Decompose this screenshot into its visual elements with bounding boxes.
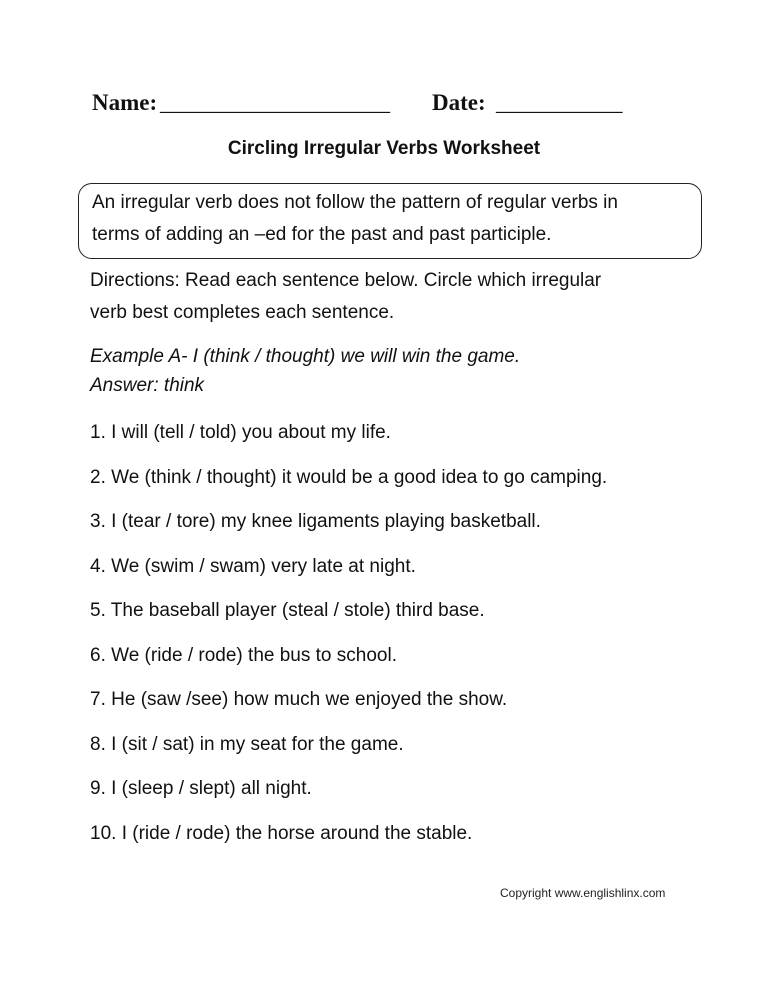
name-label: Name: [92, 90, 158, 115]
question-item: 8. I (sit / sat) in my seat for the game. [90, 733, 404, 755]
question-item: 1. I will (tell / told) you about my life. [90, 422, 391, 443]
question-item: 3. I (tear / tore) my knee ligaments playing basketball. [90, 511, 541, 532]
definition-line: An irregular verb does not follow the pattern of regular verbs in [92, 192, 618, 213]
question-item: 5. The baseball player (steal / stole) third base. [90, 600, 485, 621]
date-blank: ___________ [496, 90, 623, 115]
example-answer: Answer: think [90, 375, 205, 396]
date-label: Date: [432, 90, 486, 115]
page-title: Circling Irregular Verbs Worksheet [227, 138, 541, 159]
question-item: 4. We (swim / swam) very late at night. [90, 555, 416, 577]
copyright: Copyright www.englishlinx.com [500, 886, 666, 900]
question-item: 9. I (sleep / slept) all night. [90, 778, 312, 799]
directions-line: Directions: Read each sentence below. Circle which irregular [90, 270, 602, 291]
question-item: 2. We (think / thought) it would be a good idea to go camping. [90, 466, 608, 488]
example-sentence: Example A- I (think / thought) we will win the game. [90, 346, 521, 367]
question-item: 10. I (ride / rode) the horse around the stable. [90, 822, 473, 844]
question-item: 7. He (saw /see) how much we enjoyed the show. [90, 689, 508, 710]
name-blank: ____________________ [160, 90, 390, 115]
question-item: 6. We (ride / rode) the bus to school. [90, 644, 397, 666]
directions-line: verb best completes each sentence. [90, 302, 395, 323]
definition-line: terms of adding an –ed for the past and past participle. [92, 224, 552, 245]
